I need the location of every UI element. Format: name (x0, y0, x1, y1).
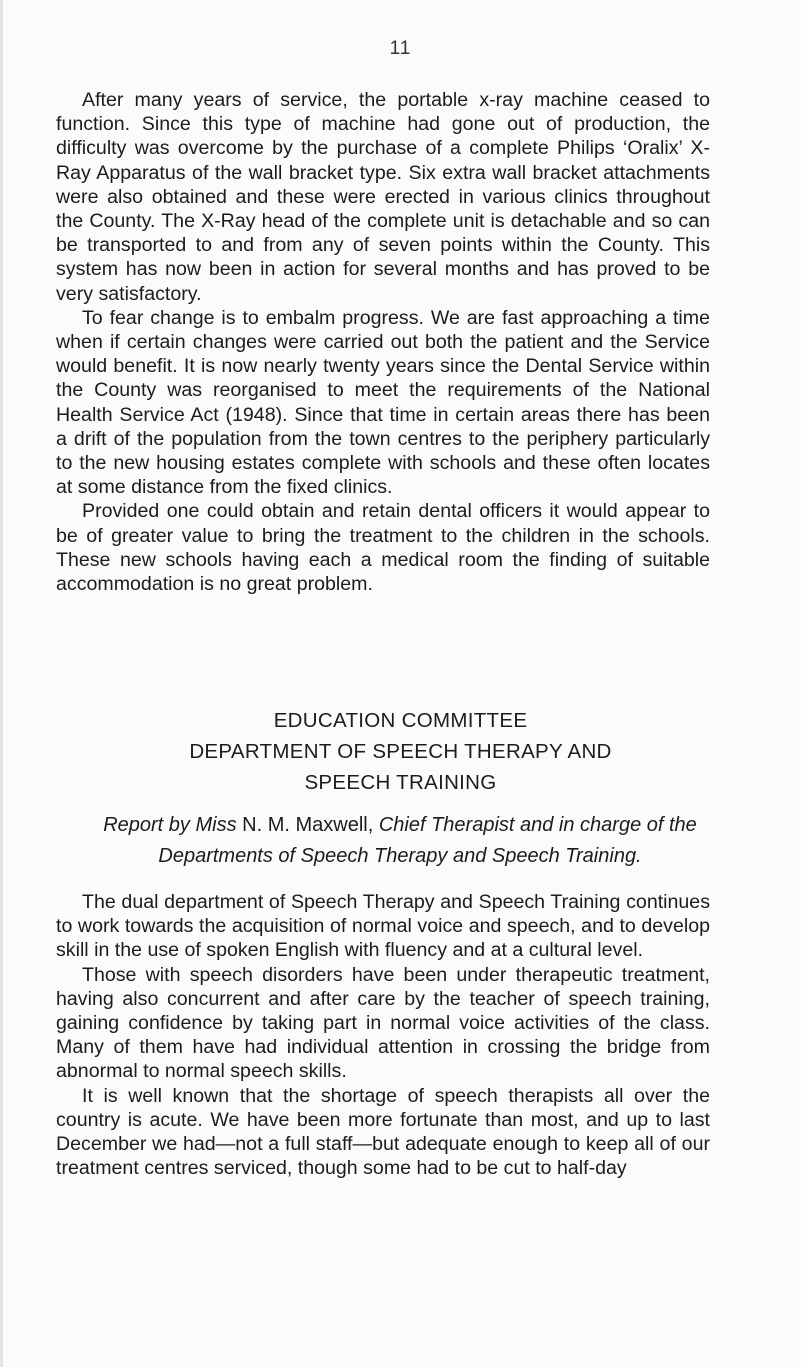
intro-text-block (56, 88, 710, 596)
page-number: 11 (389, 38, 412, 59)
paragraph-fear-change: To fear change is to embalm progress. We are fast approaching a time when if certain changes were carried out both the patient and the Service would benefit. It is now nearly twenty years since the Dental Service within the County was reorganised to meet the requirements of the National Health Service Act (1948). Since that time in certain areas there has been a drift of the population from the town centres to the periphery particularly to the new housing estates complete with schools and these often locates at some distance from the fixed clinics. (56, 306, 710, 499)
report-byline (90, 810, 710, 872)
speech-text-block (56, 890, 710, 1180)
report-author-name: N. M. Maxwell, (242, 814, 374, 836)
heading-training: SPEECH TRAINING (304, 771, 497, 794)
paragraph-shortage: It is well known that the shortage of speech therapists all over the country is acute. We have been more fortunate than most, and up to last December we had—not a full staff—but adequate enough to keep all of our treatment centres serviced, though some had to be cut to half-day (56, 1084, 710, 1180)
paragraph-xray: After many years of service, the portable x-ray machine ceased to function. Since this type of machine had gone out of production, the difficulty was overcome by the purchase of a complete Philips ‘Oralix’ X-Ray Apparatus of the wall bracket type. Six extra wall bracket attachments were also obtained and these were erected in various clinics throughout the County. The X-Ray head of the complete unit is detachable and so can be transported to and from any of seven points within the County. This system has now been in action for several months and has proved to be very satisfactory. (56, 89, 710, 305)
report-suffix: Chief Therapist and in charge of the Departments of Speech Therapy and Speech Training. (158, 814, 697, 867)
heading-department: DEPARTMENT OF SPEECH THERAPY AND (189, 740, 612, 763)
paragraph-dual-department: The dual department of Speech Therapy and Speech Training continues to work towards the acquisition of normal voice and speech, and to develop skill in the use of spoken English with fluency and at a cultural level. (56, 891, 710, 962)
section-heading (0, 705, 801, 798)
left-edge-shadow (0, 0, 3, 1367)
paragraph-speech-disorders: Those with speech disorders have been under therapeutic treatment, having also concurrent and after care by the teacher of speech training, gaining confidence by taking part in normal voice activities of the class. Many of them have had individual attention in crossing the bridge from abnormal to normal speech skills. (56, 963, 710, 1083)
heading-committee: EDUCATION COMMITTEE (273, 709, 528, 732)
paragraph-dental-officers: Provided one could obtain and retain dental officers it would appear to be of greater value to bring the treatment to the children in the schools. These new schools having each a medical room the finding of suitable accommodation is no great problem. (56, 500, 710, 596)
report-prefix: Report by Miss (103, 814, 243, 836)
